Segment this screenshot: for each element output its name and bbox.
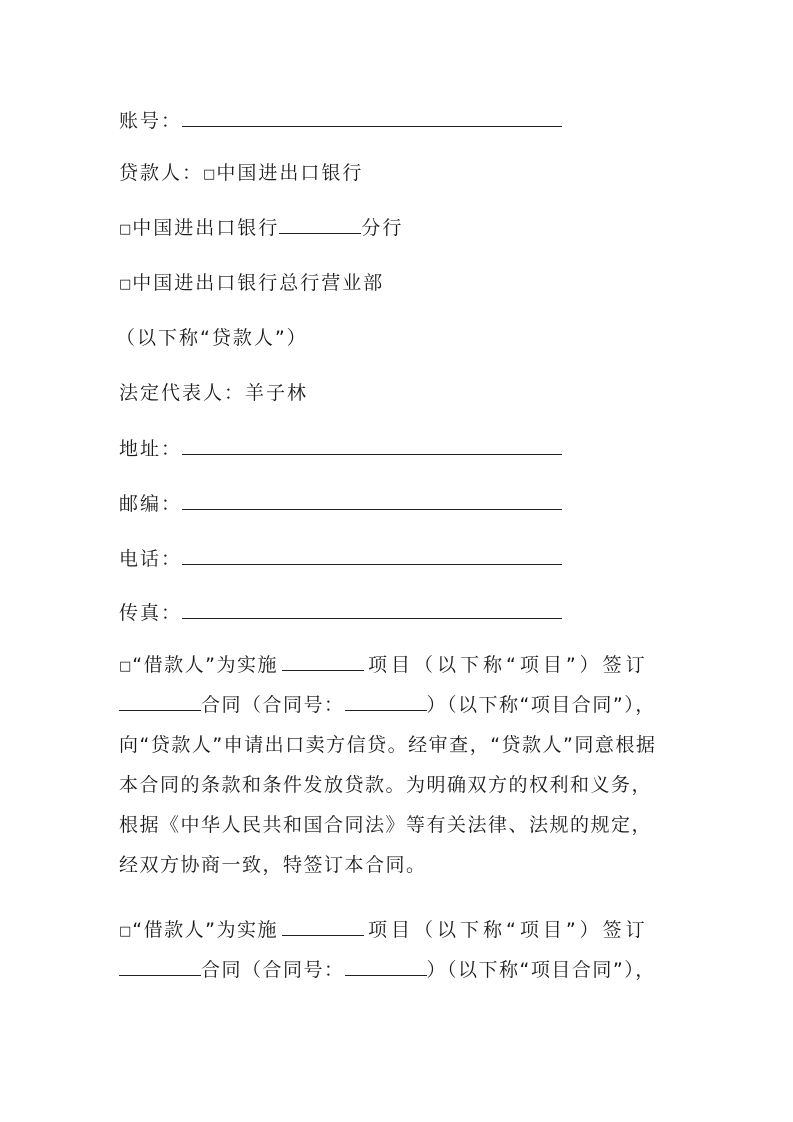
paragraph-line [119, 950, 675, 990]
postcode-blank[interactable] [182, 492, 562, 510]
account-line [119, 108, 679, 134]
project-blank[interactable] [282, 653, 364, 671]
paragraph-text: “借款人”为实施 [132, 919, 278, 941]
clause-paragraph-1 [119, 645, 675, 885]
address-blank[interactable] [182, 437, 562, 455]
account-blank[interactable] [182, 109, 562, 127]
address-label: 地址： [119, 438, 183, 460]
checkbox-icon[interactable]: □ [119, 659, 132, 674]
lender-line [119, 160, 679, 188]
legal-representative: 法定代表人：羊子林 [119, 382, 309, 404]
branch-suffix: 分行 [361, 217, 404, 239]
fax-label: 传真： [119, 602, 183, 624]
lender-branch-line [119, 215, 679, 243]
paragraph-text: “借款人”为实施 [132, 654, 278, 676]
checkbox-icon[interactable]: □ [119, 222, 132, 237]
checkbox-icon[interactable]: □ [203, 167, 216, 182]
contract-number-blank[interactable] [345, 693, 427, 711]
lender-option-2: 中国进出口银行 [132, 217, 280, 239]
phone-label: 电话： [119, 548, 183, 570]
phone-blank[interactable] [182, 547, 562, 565]
paragraph-line: 向“贷款人”申请出口卖方信贷。经审查，“贷款人”同意根据 [119, 734, 657, 756]
contract-number-blank[interactable] [345, 958, 427, 976]
paragraph-line: 根据《中华人民共和国合同法》等有关法律、法规的规定， [119, 814, 653, 836]
paragraph-text: 项目（以下称“项目”）签订 [367, 919, 649, 941]
lender-option-1: 中国进出口银行 [216, 162, 364, 184]
account-label: 账号： [119, 110, 183, 132]
phone-line [119, 546, 679, 572]
lender-label: 贷款人： [119, 162, 204, 184]
checkbox-icon[interactable]: □ [119, 277, 132, 292]
paragraph-text: ）（以下称“项目合同”）， [426, 694, 656, 716]
clause-paragraph-2 [119, 910, 675, 990]
postcode-label: 邮编： [119, 493, 183, 515]
contract-name-blank[interactable] [119, 693, 201, 711]
fax-line [119, 600, 679, 626]
paragraph-line: 经双方协商一致，特签订本合同。 [119, 854, 427, 876]
fax-blank[interactable] [182, 601, 562, 619]
paragraph-line: 本合同的条款和条件发放贷款。为明确双方的权利和义务， [119, 774, 653, 796]
hereinafter-lender: （以下称“贷款人”） [116, 327, 308, 349]
paragraph-line [119, 645, 675, 685]
paragraph-line [119, 910, 675, 950]
paragraph-text: 合同（合同号： [201, 694, 345, 716]
lender-hq-line [119, 270, 679, 298]
lender-option-3: 中国进出口银行总行营业部 [132, 272, 385, 294]
postcode-line [119, 491, 679, 517]
paragraph-line [119, 685, 675, 725]
project-blank[interactable] [282, 918, 364, 936]
paragraph-text: 项目（以下称“项目”）签订 [367, 654, 649, 676]
contract-name-blank[interactable] [119, 958, 201, 976]
paragraph-text: ）（以下称“项目合同”）， [426, 959, 656, 981]
checkbox-icon[interactable]: □ [119, 924, 132, 939]
branch-blank[interactable] [279, 216, 361, 234]
paragraph-text: 合同（合同号： [201, 959, 345, 981]
address-line [119, 436, 679, 462]
